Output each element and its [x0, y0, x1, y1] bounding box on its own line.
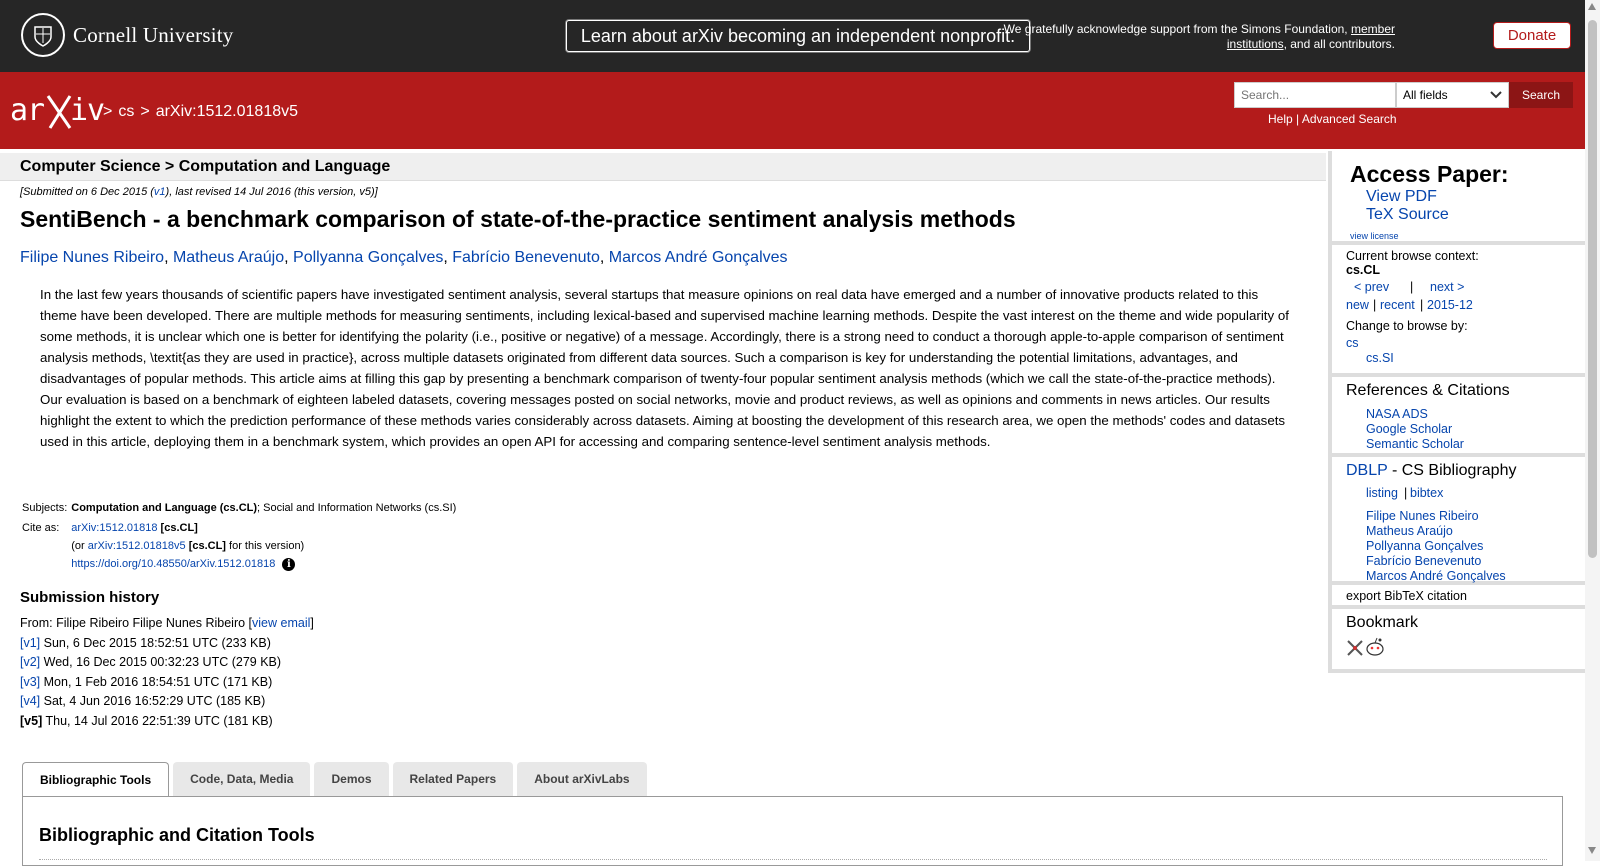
view-license-link[interactable]: view license [1350, 231, 1399, 241]
version-date: Wed, 16 Dec 2015 00:32:23 UTC (279 KB) [43, 655, 282, 669]
recent-link[interactable]: recent [1380, 298, 1415, 312]
browse-cssi-link[interactable]: cs.SI [1366, 351, 1394, 365]
tab-about-arxivlabs[interactable]: About arXivLabs [517, 762, 646, 796]
dblp-section [1332, 457, 1585, 585]
export-bibtex-link[interactable]: export BibTeX citation [1346, 589, 1467, 603]
browse-cs-link[interactable]: cs [1346, 336, 1359, 350]
cornell-name: Cornell University [73, 22, 234, 47]
bookmark-heading: Bookmark [1346, 614, 1419, 631]
svg-text:iv: iv [70, 93, 105, 128]
abstract: In the last few years thousands of scientific papers have investigated sentiment analysis, several startups that measure opinions on real data have emerged and a number of innovative products related to this theme have been developed. There are multiple methods for measuring sentiments, including lexical-based and supervised machine learning methods. Despite the vast interest on the theme and wide popularity of some methods, it is unclear which one is better for identifying the polarity (i.e., positive or negative) of a message. Accordingly, there is a strong need to conduct a thorough apple-to-apple comparison of sentiment analysis methods, \textit{as they are used in practice}, across multiple datasets originated from different data sources. Such a comparison is key for understanding the potential limitations, advantages, and disadvantages of popular methods. This article aims at filling this gap by presenting a benchmark comparison of twenty-four popular sentiment analysis methods (which we call the state-of-the-practice methods). Our evaluation is based on a benchmark of eighteen labeled datasets, covering messages posted on social networks, movie and product reviews, as well as opinions and comments in news articles. Our results highlight the extent to which the prediction performance of these methods varies considerably across datasets. Aiming at boosting the development of this research area, we open the methods' codes and datasets used in this article, deploying them in a benchmark system, which provides an open API for accessing and comparing sentence-level sentiment analysis methods. [40, 287, 1289, 449]
subjects-value [69, 498, 458, 518]
version-date: Sun, 6 Dec 2015 18:52:51 UTC (233 KB) [43, 635, 271, 650]
version-row [20, 634, 314, 654]
search-button[interactable]: Search [1509, 82, 1573, 108]
svg-text:ar: ar [10, 93, 45, 128]
submitter-line [20, 614, 314, 634]
month-link[interactable]: 2015-12 [1427, 298, 1473, 312]
search-field-value: All fields [1403, 88, 1448, 102]
cite-version-class: [cs.CL] [188, 540, 226, 552]
submitter-prefix: From: Filipe Ribeiro Filipe Nunes Ribeiro [ [20, 616, 253, 630]
submitter-suffix: ] [310, 616, 314, 630]
bookmark-section [1332, 609, 1585, 673]
breadcrumb [103, 103, 298, 121]
scroll-down-icon[interactable] [1588, 847, 1596, 854]
version-row-current [20, 712, 314, 732]
cite-value [69, 518, 458, 574]
version-date: Sat, 4 Jun 2016 16:52:29 UTC (185 KB) [43, 694, 266, 708]
browse-context-value: cs.CL [1346, 263, 1381, 277]
dblp-heading [1346, 462, 1516, 480]
references-heading: References & Citations [1346, 382, 1510, 399]
next-link[interactable]: next > [1430, 280, 1465, 294]
cite-version-suffix: for this version) [229, 540, 305, 552]
bibsonomy-icon[interactable] [1346, 639, 1364, 660]
change-browse-label: Change to browse by: [1346, 319, 1468, 333]
dateline [20, 186, 378, 198]
author-separator: , [443, 249, 453, 266]
tab-demos[interactable]: Demos [314, 762, 388, 796]
author-link[interactable]: Pollyanna Gonçalves [293, 249, 444, 266]
dblp-author-link[interactable]: Matheus Araújo [1366, 524, 1453, 538]
browse-context-section [1332, 245, 1585, 377]
current-version-label: [v5] [20, 713, 43, 728]
new-link[interactable]: new [1346, 298, 1369, 312]
labs-tabs [22, 762, 647, 797]
author-separator: , [164, 249, 173, 266]
scrollbar-thumb[interactable] [1588, 20, 1597, 558]
author-link[interactable]: Matheus Araújo [172, 249, 285, 266]
dateline-suffix: ), last revised 14 Jul 2016 (this version, v5)] [165, 186, 378, 198]
breadcrumb-sep: > [103, 103, 113, 120]
paper-title: SentiBench - a benchmark comparison of state-of-the-practice sentiment analysis methods [20, 206, 1016, 232]
dateline-prefix: [Submitted on 6 Dec 2015 ( [20, 186, 154, 198]
view-email-link[interactable]: view email [252, 616, 311, 630]
version-row [20, 692, 314, 712]
browse-context-label: Current browse context: [1346, 249, 1479, 263]
google-scholar-link[interactable]: Google Scholar [1366, 422, 1453, 436]
author-list [20, 249, 788, 267]
breadcrumb-cs[interactable]: cs [118, 103, 135, 120]
prev-link[interactable]: < prev [1354, 280, 1390, 294]
nav-separator: | [1420, 298, 1424, 312]
tex-source-link[interactable]: TeX Source [1366, 206, 1449, 223]
dblp-author-link[interactable]: Filipe Nunes Ribeiro [1366, 509, 1479, 523]
support-suffix: , and all contributors. [1283, 37, 1395, 51]
author-separator: , [599, 249, 609, 266]
cornell-logo[interactable] [21, 13, 234, 57]
bibtex-link[interactable]: bibtex [1410, 486, 1444, 500]
tab-bibliographic-tools[interactable]: Bibliographic Tools [22, 762, 169, 797]
dateline-v1-link[interactable]: v1 [153, 186, 166, 198]
tab-panel-title: Bibliographic and Citation Tools [39, 825, 315, 845]
semantic-scholar-link[interactable]: Semantic Scholar [1366, 437, 1464, 451]
author-link[interactable]: Fabrício Benevenuto [452, 249, 600, 266]
cite-id-link[interactable]: arXiv:1512.01818 [71, 522, 158, 534]
donate-button[interactable]: Donate [1493, 22, 1571, 49]
version-link[interactable]: [v2] [20, 655, 41, 669]
version-date: Mon, 1 Feb 2016 18:54:51 UTC (171 KB) [43, 674, 273, 689]
cite-label: Cite as: [22, 522, 60, 534]
version-date: Thu, 14 Jul 2016 22:51:39 UTC (181 KB) [45, 713, 273, 728]
cite-class: [cs.CL] [160, 522, 198, 534]
arxiv-logo[interactable] [10, 90, 105, 137]
tab-related-papers[interactable]: Related Papers [393, 762, 514, 796]
author-link[interactable]: Filipe Nunes Ribeiro [20, 249, 165, 266]
nonprofit-announcement-button[interactable]: Learn about arXiv becoming an independent nonprofit. [566, 20, 1030, 52]
author-link[interactable]: Marcos André Gonçalves [608, 249, 788, 266]
reddit-icon[interactable] [1365, 637, 1385, 660]
cornell-seal-icon [21, 13, 65, 57]
version-row [20, 673, 314, 693]
nav-separator: | [1373, 298, 1377, 312]
search-input[interactable] [1234, 82, 1396, 108]
subject-heading: Computer Science > Computation and Language [0, 153, 1326, 181]
help-links [1268, 112, 1397, 126]
advanced-search-link[interactable]: Advanced Search [1301, 112, 1397, 126]
author-separator: , [284, 249, 294, 266]
scroll-up-icon[interactable] [1588, 3, 1596, 10]
submission-history-heading: Submission history [20, 589, 160, 606]
dblp-author-link[interactable]: Marcos André Gonçalves [1366, 569, 1506, 583]
divider [39, 859, 1547, 860]
dblp-author-link[interactable]: Fabrício Benevenuto [1366, 554, 1482, 568]
dblp-separator: | [1404, 486, 1408, 500]
listing-link[interactable]: listing [1366, 486, 1398, 500]
access-paper-heading: Access Paper: [1350, 161, 1509, 187]
chevron-down-icon [1490, 91, 1502, 99]
dblp-author-link[interactable]: Pollyanna Gonçalves [1366, 539, 1484, 553]
sidebar [1328, 151, 1585, 673]
dblp-link[interactable]: DBLP [1346, 462, 1388, 479]
doi-link[interactable]: https://doi.org/10.48550/arXiv.1512.01818 [71, 558, 276, 570]
version-link[interactable]: [v1] [20, 635, 41, 650]
export-section [1332, 585, 1585, 609]
primary-subject: Computation and Language (cs.CL) [71, 502, 258, 514]
dblp-suffix: - CS Bibliography [1387, 462, 1517, 479]
other-subjects: ; Social and Information Networks (cs.SI) [257, 502, 457, 514]
subjects-row [20, 498, 458, 518]
version-row [20, 653, 314, 673]
view-pdf-link[interactable]: View PDF [1366, 188, 1437, 205]
member-institutions-link[interactable]: member institutions [1226, 22, 1395, 51]
nasa-ads-link[interactable]: NASA ADS [1366, 407, 1428, 421]
tab-panel [22, 796, 1563, 866]
help-link[interactable]: Help [1268, 112, 1293, 126]
breadcrumb-sep: > [140, 103, 150, 120]
version-link[interactable]: [v3] [20, 674, 41, 689]
subjects-label: Subjects: [22, 502, 68, 514]
support-acknowledgement [975, 22, 1395, 52]
metadata-table [20, 498, 458, 574]
search-field-select[interactable] [1396, 82, 1509, 108]
version-link[interactable]: [v4] [20, 694, 41, 708]
top-banner [0, 0, 1585, 72]
arxiv-header [0, 72, 1585, 149]
references-section [1332, 377, 1585, 457]
cite-version-prefix: (or [71, 540, 85, 552]
cite-row [20, 518, 458, 574]
submission-history [20, 614, 314, 731]
breadcrumb-paper-id: arXiv:1512.01818v5 [155, 103, 299, 120]
info-icon[interactable]: i [282, 558, 295, 571]
page-scrollbar[interactable] [1585, 0, 1600, 861]
support-prefix: We gratefully acknowledge support from the Simons Foundation, [1003, 22, 1348, 36]
cite-version-link[interactable]: arXiv:1512.01818v5 [87, 540, 186, 552]
help-separator: | [1296, 112, 1300, 126]
nav-separator: | [1410, 280, 1414, 294]
tab-code-data-media[interactable]: Code, Data, Media [173, 762, 310, 796]
access-paper-section [1332, 151, 1585, 245]
